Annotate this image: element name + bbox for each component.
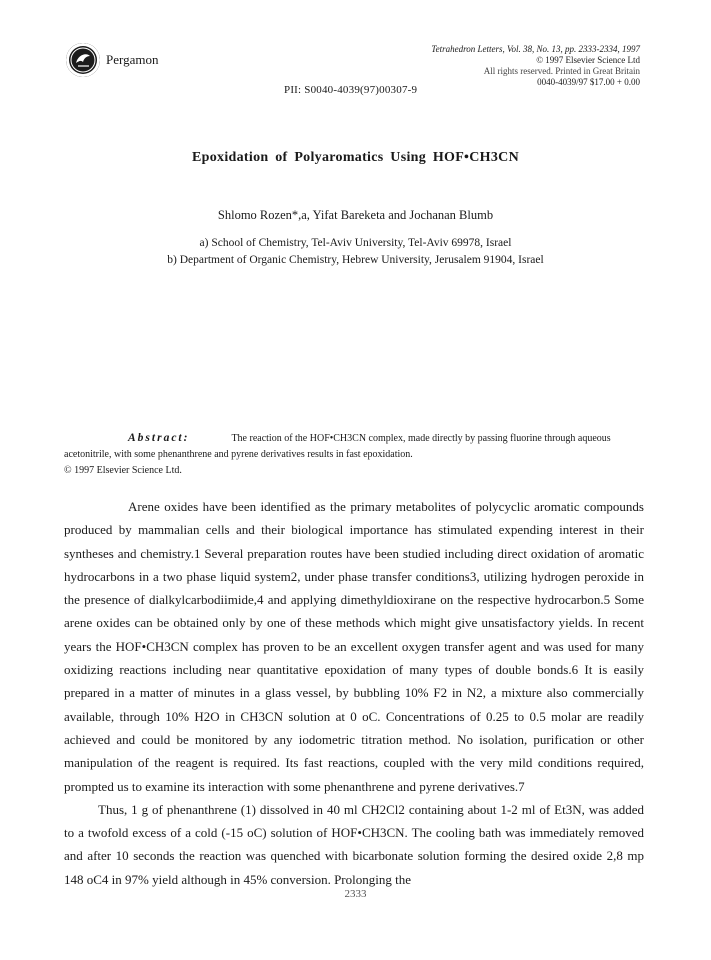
pergamon-logo-icon (66, 43, 100, 77)
body-paragraph-2: Thus, 1 g of phenanthrene (1) dissolved in 40 ml CH2Cl2 containing about 1-2 ml of Et3N, was added to a twofold excess of a cold (-15 oC) solution of HOF•CH3CN. The cooling bath was immediately removed and after 10 seconds the reaction was quenched with bicarbonate solution forming the desired oxide 2,8 mp 148 oC4 in 97% yield although in 45% conversion. Prolonging the (64, 801, 644, 887)
publisher-name: Pergamon (106, 52, 159, 67)
page-number: 2333 (344, 888, 367, 900)
abstract-copyright: © 1997 Elsevier Science Ltd. (64, 465, 182, 476)
body-paragraph-1: Arene oxides have been identified as the primary metabolites of polycyclic aromatic compounds produced by mammalian cells and their biological importance has stimulated expending interest in their syntheses and chemistry.1 Several preparation routes have been studied including direct oxidation of aromatic hydrocarbons in a two phase liquid system2, under phase transfer conditions3, utilizing hydrogen peroxide in the presence of dialkylcarbodiimide,4 and applying dimethyldioxirane on the respective hydrocarbon.5 Some arene oxides can be obtained only by one of these methods which might give unsatisfactory yields. In recent years the HOF•CH3CN complex has proven to be an excellent oxygen transfer agent and was used for many oxidizing reactions including near quantitative epoxidation of many types of double bonds.6 It is easily prepared in a matter of minutes in a glass vessel, by bubbling 10% F2 in N2, a mixture also commercially available, through 10% H2O in CH3CN solution at 0 oC. Concentrations of 0.25 to 0.5 molar are readily achieved and could be monitored by any iodometric titration method. No isolation, purification or other manipulation of the reagent is required. Its fast reactions, coupled with the very mild conditions required, prompted us to examine its interaction with some phenanthrene and pyrene derivatives.7 (64, 499, 644, 794)
journal-citation: Tetrahedron Letters, Vol. 38, No. 13, pp. 2333-2334, 1997 (431, 44, 640, 54)
author-list: Shlomo Rozen*,a, Yifat Bareketa and Jochanan Blumb (217, 208, 494, 222)
pii-identifier: PII: S0040-4039(97)00307-9 (284, 84, 418, 96)
copyright-line: © 1997 Elsevier Science Ltd (536, 55, 640, 65)
price-line: 0040-4039/97 $17.00 + 0.00 (537, 77, 640, 87)
abstract-text: The reaction of the HOF•CH3CN complex, made directly by passing fluorine through aqueous acetonitrile, with some phenanthrene and pyrene derivatives results in fast epoxidation. (64, 433, 611, 460)
body-text (64, 495, 644, 891)
affiliation-a: a) School of Chemistry, Tel-Aviv University, Tel-Aviv 69978, Israel (199, 237, 512, 249)
abstract-label: Abstract: (128, 432, 190, 444)
pergamon-logo (66, 43, 100, 77)
abstract (64, 430, 644, 479)
affiliation-b: b) Department of Organic Chemistry, Hebrew University, Jerusalem 91904, Israel (167, 254, 544, 266)
article-title: Epoxidation of Polyaromatics Using HOF•CH3CN (192, 150, 519, 165)
journal-info (380, 44, 640, 88)
rights-line: All rights reserved. Printed in Great Britain (483, 66, 640, 76)
